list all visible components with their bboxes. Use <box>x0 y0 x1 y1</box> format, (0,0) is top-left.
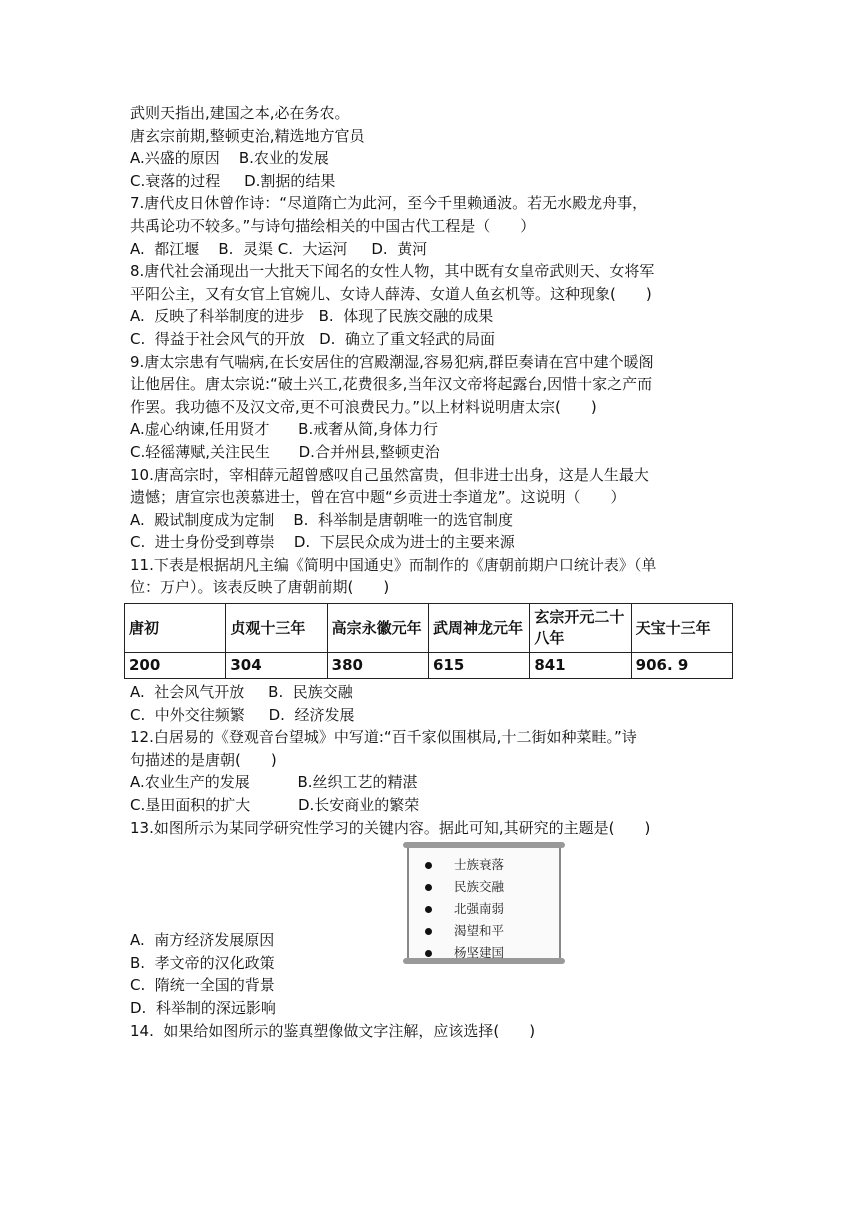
q10-options-row1 <box>130 509 738 532</box>
option-c: C.垦田面积的扩大 <box>130 796 251 815</box>
option-d: D. 确立了重文轻武的局面 <box>319 329 495 348</box>
option-a: A.虚心纳谏,任用贤才 <box>130 420 270 439</box>
text-line: 武则天指出,建国之本,必在务农。 <box>130 104 350 122</box>
figure-item <box>425 854 504 876</box>
bullet-icon <box>425 906 432 913</box>
table-cell: 380 <box>327 653 428 679</box>
q9-stem: 让他居住。唐太宗说:“破土兴工,花费很多,当年汉文帝将起露台,因惜十家之产而 <box>130 375 653 394</box>
bullet-icon <box>425 862 432 869</box>
option-c: C.轻徭薄赋,关注民生 <box>130 442 271 461</box>
bullet-icon <box>425 950 432 957</box>
q9-stem: 作罢。我功德不及汉文帝,更不可浪费民力。”以上材料说明唐太宗( ) <box>130 397 597 416</box>
option-a: A. 社会风气开放 <box>130 683 245 702</box>
q12-stem: 句描述的是唐朝( ) <box>130 750 277 769</box>
q13-option-d: D. 科举制的深远影响 <box>130 999 276 1017</box>
table-header-cell: 天宝十三年 <box>631 604 732 653</box>
q8-stem: 8.唐代社会涌现出一大批天下闻名的女性人物，其中既有女皇帝武则天、女将军 <box>130 262 655 281</box>
bullet-icon <box>425 884 432 891</box>
q10-stem: 遗憾；唐宣宗也羡慕进士，曾在宫中题“乡贡进士李道龙”。这说明（ ） <box>130 488 626 507</box>
q11-options-row2 <box>130 704 738 727</box>
text-line: 唐玄宗前期,整顿吏治,精选地方官员 <box>130 126 365 145</box>
figure-item-text: 士族衰落 <box>454 857 505 872</box>
table-cell: 615 <box>428 653 529 679</box>
table-header-cell: 武周神龙元年 <box>428 604 529 653</box>
q8-options-row1 <box>130 305 738 328</box>
option-b: B.农业的发展 <box>238 149 329 168</box>
option-a: A. 反映了科举制度的进步 <box>130 307 305 326</box>
table-header-cell: 高宗永徽元年 <box>327 604 428 653</box>
figure-item <box>425 876 504 898</box>
q13-option-a: A. 南方经济发展原因 <box>130 931 275 950</box>
q8-stem: 平阳公主，又有女官上官婉儿、女诗人薛涛、女道人鱼玄机等。这种现象( ) <box>130 284 652 303</box>
option-d: D.长安商业的繁荣 <box>297 796 420 815</box>
q11-options-row1 <box>130 681 738 704</box>
option-a: A. 殿试制度成为定制 <box>130 510 275 529</box>
q7-stem: 共禹论功不较多。”与诗句描绘相关的中国古代工程是（ ） <box>130 216 536 235</box>
figure-item-text: 民族交融 <box>454 879 505 894</box>
scroll-figure <box>403 842 565 964</box>
option-d: D.合并州县,整顿吏治 <box>298 442 440 461</box>
q14-stem: 14. 如果给如图所示的鉴真塑像做文字注解，应该选择( ) <box>130 1021 536 1040</box>
q12-options-row2 <box>130 794 738 817</box>
table-row <box>125 653 733 679</box>
q9-options-row2 <box>130 441 738 464</box>
figure-item-text: 北强南弱 <box>454 901 505 916</box>
option-d: D.割据的结果 <box>244 171 336 190</box>
option-a: A.农业生产的发展 <box>130 773 250 792</box>
table-cell: 841 <box>530 653 631 679</box>
q13-option-b: B. 孝文帝的汉化政策 <box>130 953 275 972</box>
option-a: A.兴盛的原因 <box>130 149 220 168</box>
table-header-cell: 玄宗开元二十八年 <box>530 604 631 653</box>
figure-item-text: 杨坚建国 <box>454 945 505 960</box>
table-cell: 906. 9 <box>631 653 732 679</box>
option-b: B. 民族交融 <box>268 683 353 702</box>
option-b: B. 体现了民族交融的成果 <box>318 307 494 326</box>
q11-stem: 11.下表是根据胡凡主编《简明中国通史》而制作的《唐朝前期户口统计表》（单 <box>130 555 657 574</box>
table-cell: 304 <box>226 653 327 679</box>
table-cell: 200 <box>125 653 226 679</box>
option-d: D. 经济发展 <box>268 705 355 724</box>
q9-options-row1 <box>130 418 738 441</box>
scroll-roll-top <box>403 842 565 848</box>
q6-options-row1 <box>130 147 738 170</box>
table-header-cell: 贞观十三年 <box>226 604 327 653</box>
option-b: B.丝织工艺的精湛 <box>297 773 418 792</box>
figure-item <box>425 942 504 964</box>
table-header-row <box>125 604 733 653</box>
figure-item-text: 渴望和平 <box>454 923 505 938</box>
q9-stem: 9.唐太宗患有气喘病,在长安居住的宫殿潮湿,容易犯病,群臣奏请在宫中建个暖阁 <box>130 352 654 371</box>
figure-item <box>425 920 504 942</box>
bullet-icon <box>425 928 432 935</box>
q11-stem: 位：万户）。该表反映了唐朝前期( ) <box>130 578 390 597</box>
q6-options-row2 <box>130 170 738 193</box>
q7-options: A. 都江堰 B. 灵渠 C. 大运河 D. 黄河 <box>130 239 428 258</box>
option-b: B. 科举制是唐朝唯一的选官制度 <box>293 510 513 529</box>
population-table <box>124 603 733 679</box>
q12-stem: 12.白居易的《登观音台望城》中写道:“百千家似围棋局,十二街如种菜畦。”诗 <box>130 728 637 747</box>
q8-options-row2 <box>130 328 738 351</box>
option-d: D. 下层民众成为进士的主要来源 <box>293 533 515 552</box>
q10-stem: 10.唐高宗时，宰相薛元超曾感叹自己虽然富贵，但非进士出身，这是人生最大 <box>130 465 649 484</box>
q13-stem: 13.如图所示为某同学研究性学习的关键内容。据此可知,其研究的主题是( ) <box>130 818 651 837</box>
option-c: C. 得益于社会风气的开放 <box>130 329 305 348</box>
option-c: C. 进士身份受到尊崇 <box>130 533 275 552</box>
option-b: B.戒奢从简,身体力行 <box>298 420 438 439</box>
option-c: C.衰落的过程 <box>130 171 221 190</box>
q7-stem: 7.唐代皮日休曾作诗：“尽道隋亡为此河，至今千里赖通波。若无水殿龙舟事， <box>130 194 648 213</box>
figure-list <box>425 854 504 964</box>
table-header-cell: 唐初 <box>125 604 226 653</box>
figure-item <box>425 898 504 920</box>
option-c: C. 中外交往频繁 <box>130 705 245 724</box>
q13-option-c: C. 隋统一全国的背景 <box>130 976 275 995</box>
q10-options-row2 <box>130 531 738 554</box>
q12-options-row1 <box>130 771 738 794</box>
